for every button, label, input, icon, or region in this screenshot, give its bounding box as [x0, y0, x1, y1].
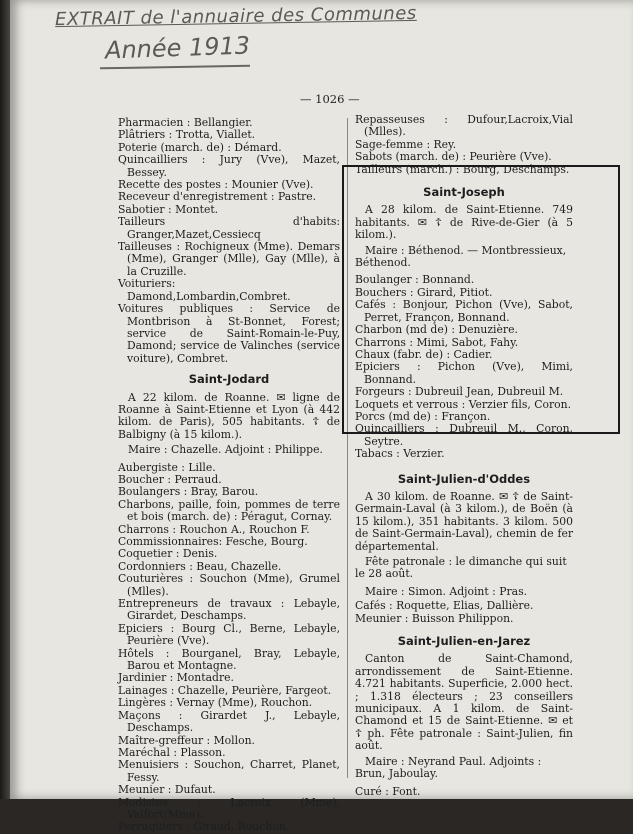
handwritten-note: EXTRAIT de l'annuaire des Communes: [54, 2, 417, 31]
section-intro: A 28 kilom. de Saint-Etienne. 749 habitants. ✉ ☦ de Rive-de-Gier (à 5 kilom.).: [355, 203, 573, 242]
list-item: Charrons : Mimi, Sabot, Fahy.: [355, 335, 519, 349]
list-item: Epiciers : Bourg Cl., Berne, Lebayle, Peurière (Vve).: [118, 621, 340, 648]
list-item: Pharmacien : Bellangier.: [118, 116, 253, 129]
list-item: Lainages : Chazelle, Peurière, Fargeot.: [118, 683, 332, 697]
list-item: Receveur d'enregistrement : Pastre.: [118, 190, 317, 204]
entries-saint-julien-d-oddes: [355, 600, 573, 625]
list-item: Modistes : Lacroix (Mme), Valfort(Mme).: [118, 795, 340, 821]
section-intro: A 30 kilom. de Roanne. ✉ ☦ de Saint-Germain-Laval (à 3 kilom.), de Boën (à 15 kilom.), 351 habitants. 3 kilom. 500 de Saint-Germain-Laval), chemin de fer départemental.: [355, 489, 573, 553]
list-item: Entrepreneurs de travaux : Lebayle, Girardet, Deschamps.: [118, 597, 340, 623]
list-item: Maçons : Girardet J., Lebayle, Deschamps.: [118, 708, 340, 735]
page-number: — 1026 —: [300, 92, 360, 106]
section-intro: A 22 kilom. de Roanne. ✉ ligne de Roanne à Saint-Etienne et Lyon (à 442 kilom. de Paris), 505 habitants. ☦ de Balbigny (à 15 kilom.).: [118, 390, 340, 441]
list-item: Cafés : Bonjour, Pichon (Vve), Sabot, Perret, Françon, Bonnand.: [355, 298, 573, 324]
list-item: Quincailliers : Jury (Vve), Mazet, Bessey.: [118, 153, 340, 179]
list-item: Tabacs : Verzier.: [355, 447, 445, 461]
list-item: Perruquiers : Giraud, Rouchon.: [118, 820, 290, 834]
entries-saint-joseph: [355, 274, 573, 460]
section-title-saint-julien-d-oddes: Saint-Julien-d'Oddes: [397, 471, 531, 486]
list-item: Plâtriers : Trotta, Viallet.: [118, 128, 256, 142]
list-item: Hôtels : Bourganel, Bray, Lebayle, Barou et Montagne.: [118, 646, 340, 673]
list-item: Meunier : Buisson Philippon.: [355, 611, 514, 625]
list-item: Jardinier : Montadre.: [118, 671, 234, 685]
list-item: Maître-greffeur : Mollon.: [118, 733, 255, 747]
list-item: Porcs (md de) : Françon.: [355, 409, 491, 423]
list-item: Commissionnaires: Fesche, Bourg.: [118, 535, 308, 548]
list-item: Cafés : Roquette, Elias, Dallière.: [355, 599, 534, 613]
list-item: Menuisiers : Souchon, Charret, Planet, Fessy.: [118, 758, 340, 784]
mayor-line: Maire : Chazelle. Adjoint : Philippe.: [128, 443, 323, 457]
list-item: Meunier : Dufaut.: [118, 783, 216, 797]
entries-saint-julien-en-jarez: [355, 786, 573, 798]
list-item: Couturières : Souchon (Mme), Grumel (Mlles).: [118, 572, 340, 598]
list-item: Quincailliers : Dubreuil M., Coron, Seytre.: [355, 422, 573, 448]
list-item: Sabotier : Montet.: [118, 202, 219, 216]
mayor-line: Maire : Simon. Adjoint : Pras.: [365, 584, 528, 598]
section-title-saint-jodard: Saint-Jodard: [188, 372, 270, 387]
list-item: Forgeurs : Dubreuil Jean, Dubreuil M.: [355, 385, 564, 399]
list-item: Voitures publiques : Service de Montbrison à St-Bonnet, Forest; service de Saint-Romain-le-Puy, Damond; service de Valinches (service voiture), Combret.: [118, 302, 340, 365]
book-spine: [0, 0, 10, 799]
entries-saint-jodard: [118, 462, 340, 834]
list-item: Poterie (march. de) : Démard.: [118, 140, 282, 154]
list-item: Tailleurs d'habits: Granger,Mazet,Cessiecq: [118, 215, 340, 241]
left-column: [118, 117, 340, 834]
mayor-line: Maire : Neyrand Paul. Adjoints : Brun, Jaboulay.: [355, 754, 542, 781]
fete-line: Fête patronale : le dimanche qui suit le 28 août.: [355, 555, 567, 581]
list-item: Voituriers: Damond,Lombardin,Combret.: [118, 277, 291, 303]
list-item: Repasseuses : Dufour,Lacroix,Vial (Mlles).: [355, 113, 573, 139]
list-item: Sabots (march. de) : Peurière (Vve).: [355, 150, 552, 164]
list-item: Tailleurs (march.) : Bourg, Deschamps.: [355, 162, 570, 176]
list-item: Boulanger : Bonnand.: [355, 273, 475, 287]
list-item: Curé : Font.: [355, 784, 421, 798]
list-item: Boucher : Perraud.: [118, 472, 222, 486]
list-item: Coquetier : Denis.: [118, 547, 218, 561]
list-item: Bouchers : Girard, Pitiot.: [355, 285, 493, 299]
list-item: Charbons, paille, foin, pommes de terre et bois (march. de) : Péragut, Cornay.: [118, 497, 340, 524]
entries-top-left: [118, 117, 340, 365]
list-item: Charrons : Rouchon A., Rouchon F.: [118, 522, 310, 536]
list-item: Loquets et verrous : Verzier fils, Coron.: [355, 397, 572, 411]
list-item: Boulangers : Bray, Barou.: [118, 485, 259, 499]
section-title-saint-joseph: Saint-Joseph: [423, 185, 505, 200]
mayor-line: Maire : Béthenod. — Montbressieux, Béthenod.: [355, 243, 567, 270]
list-item: Charbon (md de) : Denuzière.: [355, 323, 518, 337]
handwritten-year: Année 1913: [104, 31, 251, 65]
entries-top-right: [355, 114, 573, 176]
list-item: Sage-femme : Rey.: [355, 137, 457, 151]
right-column: [355, 114, 573, 798]
list-item: Maréchal : Plasson.: [118, 745, 226, 759]
list-item: Cordonniers : Beau, Chazelle.: [118, 559, 282, 573]
list-item: Aubergiste : Lille.: [118, 460, 216, 474]
list-item: Tailleuses : Rochigneux (Mme). Demars (Mme), Granger (Mlle), Gay (Mlle), à la Cruzille.: [118, 240, 340, 278]
list-item: Lingères : Vernay (Mme), Rouchon.: [118, 696, 313, 710]
list-item: Chaux (fabr. de) : Cadier.: [355, 347, 493, 361]
section-intro: Canton de Saint-Chamond, arrondissement de Saint-Etienne. 4.721 habitants. Superficie, 2.000 hect. ; 1.318 électeurs ; 23 conseillers municipaux. A 1 kilom. de Saint-Chamond et 15 de Saint-Etienne. ✉ et ☦ ph. Fête patronale : Saint-Julien, fin août.: [355, 652, 573, 753]
list-item: Epiciers : Pichon (Vve), Mimi, Bonnand.: [355, 360, 573, 386]
section-title-saint-julien-en-jarez: Saint-Julien-en-Jarez: [397, 634, 531, 649]
list-item: Recette des postes : Mounier (Vve).: [118, 178, 314, 192]
